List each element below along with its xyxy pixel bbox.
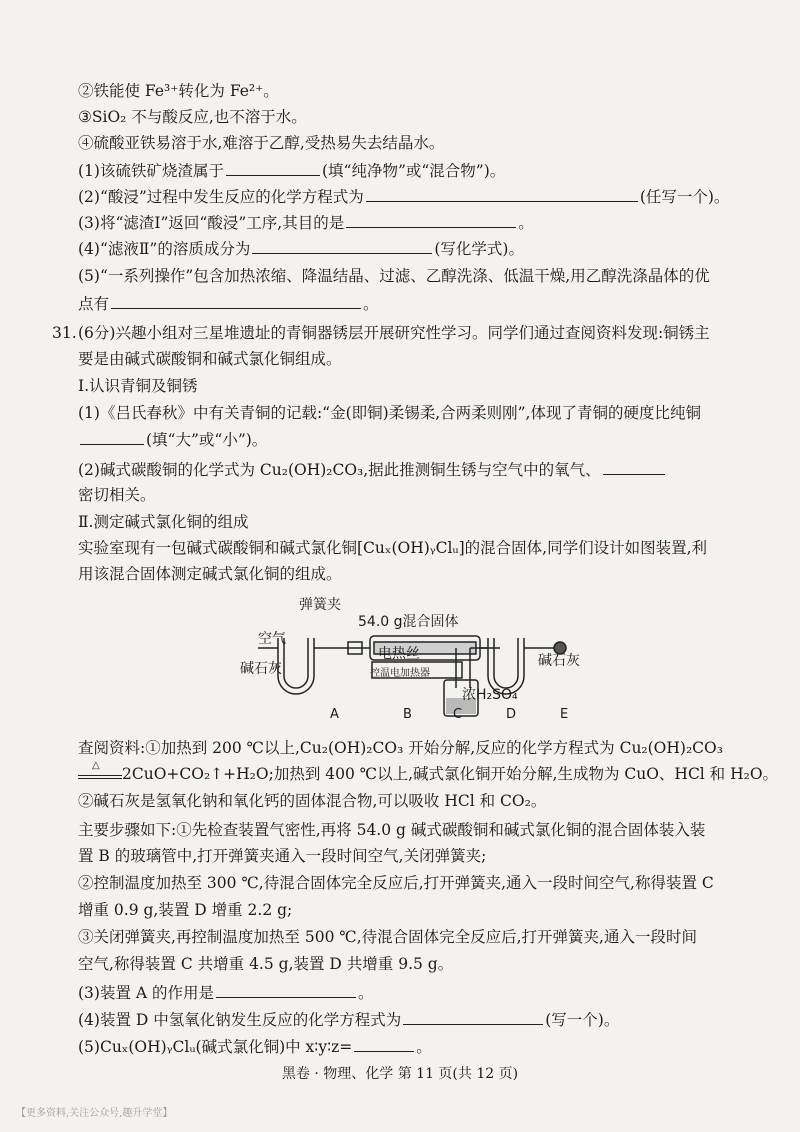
question-31-intro-cont: 要是由碱式碳酸铜和碱式氯化铜组成。	[78, 350, 342, 368]
step-1: 主要步骤如下:①先检查装置气密性,再将 54.0 g 碱式碳酸铜和碱式氯化铜的混合固体装入装	[78, 821, 706, 839]
step-3-cont: 空气,称得装置 C 共增重 4.5 g,装置 D 共增重 9.5 g。	[78, 955, 454, 973]
step-2: ②控制温度加热至 300 ℃,待混合固体完全反应后,打开弹簧夹,通入一段时间空气,称得装置 C	[78, 874, 714, 892]
step-2-cont: 增重 0.9 g,装置 D 增重 2.2 g;	[78, 901, 293, 919]
answer-blank[interactable]	[403, 1008, 543, 1025]
question-1: (1)该硫铁矿烧渣属于 (填“纯净物”或“混合物”)。	[78, 159, 760, 182]
question-number: 31.	[52, 324, 77, 342]
label-soda-lime-left: 碱石灰	[240, 661, 282, 677]
label-a: A	[330, 707, 339, 722]
question-3: (3)将“滤渣Ⅰ”返回“酸浸”工序,其目的是 。	[78, 211, 760, 234]
label-d: D	[506, 707, 517, 722]
label-heater: 控温电加热器	[370, 668, 430, 679]
answer-blank[interactable]	[346, 211, 516, 228]
u-tube-a-inner	[284, 638, 308, 688]
answer-blank[interactable]	[80, 428, 144, 445]
part-1-1-cont: (填“大”或“小”)。	[78, 428, 760, 451]
step-3: ③关闭弹簧夹,再控制温度加热至 500 ℃,待混合固体完全反应后,打开弹簧夹,通入一段时间	[78, 928, 697, 946]
label-c: C	[453, 707, 463, 722]
question-31-intro: 31. (6分)兴趣小组对三星堆遗址的青铜器锈层开展研究性学习。同学们通过查阅资料发现:铜锈主	[52, 324, 710, 342]
label-heater-wire: 电热丝	[378, 646, 420, 662]
part-1-2-cont: 密切相关。	[78, 486, 156, 504]
answer-blank[interactable]	[252, 237, 432, 254]
answer-blank[interactable]	[226, 159, 320, 176]
u-tube-d-inner	[494, 638, 518, 688]
page-footer: 黑卷 · 物理、化学 第 11 页(共 12 页)	[281, 1066, 519, 1082]
info-line-3: ③SiO₂ 不与酸反应,也不溶于水。	[78, 108, 307, 126]
part-1-1: (1)《吕氏春秋》中有关青铜的记载:“金(即铜)柔锡柔,合两柔则刚”,体现了青铜的硬度比纯铜	[78, 404, 701, 422]
section-2-heading: Ⅱ.测定碱式氯化铜的组成	[78, 513, 249, 531]
reference-2: △ 2CuO+CO₂↑+H₂O;加热到 400 ℃以上,碱式氯化铜开始分解,生成物为 CuO、HCl 和 H₂O。	[78, 763, 760, 785]
info-line-2: ②铁能使 Fe³⁺转化为 Fe²⁺。	[78, 82, 279, 100]
part-2-3: (3)装置 A 的作用是 。	[78, 981, 760, 1004]
question-5-cont: 点有 。	[78, 292, 760, 315]
delta-symbol: △	[92, 760, 100, 771]
step-1-cont: 置 B 的玻璃管中,打开弹簧夹通入一段时间空气,关闭弹簧夹;	[78, 847, 487, 865]
label-acid: 浓H₂SO₄	[462, 687, 518, 703]
answer-blank[interactable]	[366, 185, 638, 202]
info-line-4: ④硫酸亚铁易溶于水,难溶于乙醇,受热易失去结晶水。	[78, 134, 445, 152]
part-1-2: (2)碱式碳酸铜的化学式为 Cu₂(OH)₂CO₃,据此推测铜生锈与空气中的氧气、	[78, 458, 760, 481]
equation-arrow	[78, 760, 122, 779]
reference-1: 查阅资料:①加热到 200 ℃以上,Cu₂(OH)₂CO₃ 开始分解,反应的化学方程式为 Cu₂(OH)₂CO₃	[78, 739, 723, 757]
part-2-4: (4)装置 D 中氢氧化钠发生反应的化学方程式为 (写一个)。	[78, 1008, 760, 1031]
watermark: 【更多资料,关注公众号,趣升学堂】	[16, 1108, 173, 1119]
question-5: (5)“一系列操作”包含加热浓缩、降温结晶、过滤、乙醇洗涤、低温干燥,用乙醇洗涤晶体的优	[78, 267, 710, 285]
question-4: (4)“滤液Ⅱ”的溶质成分为 (写化学式)。	[78, 237, 760, 260]
label-e: E	[560, 707, 569, 722]
answer-blank[interactable]	[111, 292, 361, 309]
answer-blank[interactable]	[354, 1035, 414, 1052]
section-1-heading: Ⅰ.认识青铜及铜锈	[78, 377, 198, 395]
label-spring-clip: 弹簧夹	[299, 597, 341, 613]
section-2-text: 实验室现有一包碱式碳酸铜和碱式氯化铜[Cuₓ(OH)ᵧClᵤ]的混合固体,同学们设计如图装置,利	[78, 539, 708, 557]
label-mixture: 54.0 g混合固体	[358, 614, 459, 630]
part-2-5: (5)Cuₓ(OH)ᵧClᵤ(碱式氯化铜)中 x∶y∶z= 。	[78, 1035, 760, 1058]
label-air: 空气	[258, 631, 286, 647]
label-b: B	[403, 707, 412, 722]
question-2: (2)“酸浸”过程中发生反应的化学方程式为 (任写一个)。	[78, 185, 760, 208]
answer-blank[interactable]	[603, 458, 665, 475]
reference-3: ②碱石灰是氢氧化钠和氧化钙的固体混合物,可以吸收 HCl 和 CO₂。	[78, 792, 547, 810]
label-soda-lime-right: 碱石灰	[538, 653, 580, 669]
answer-blank[interactable]	[216, 981, 356, 998]
section-2-text-cont: 用该混合固体测定碱式氯化铜的组成。	[78, 565, 342, 583]
